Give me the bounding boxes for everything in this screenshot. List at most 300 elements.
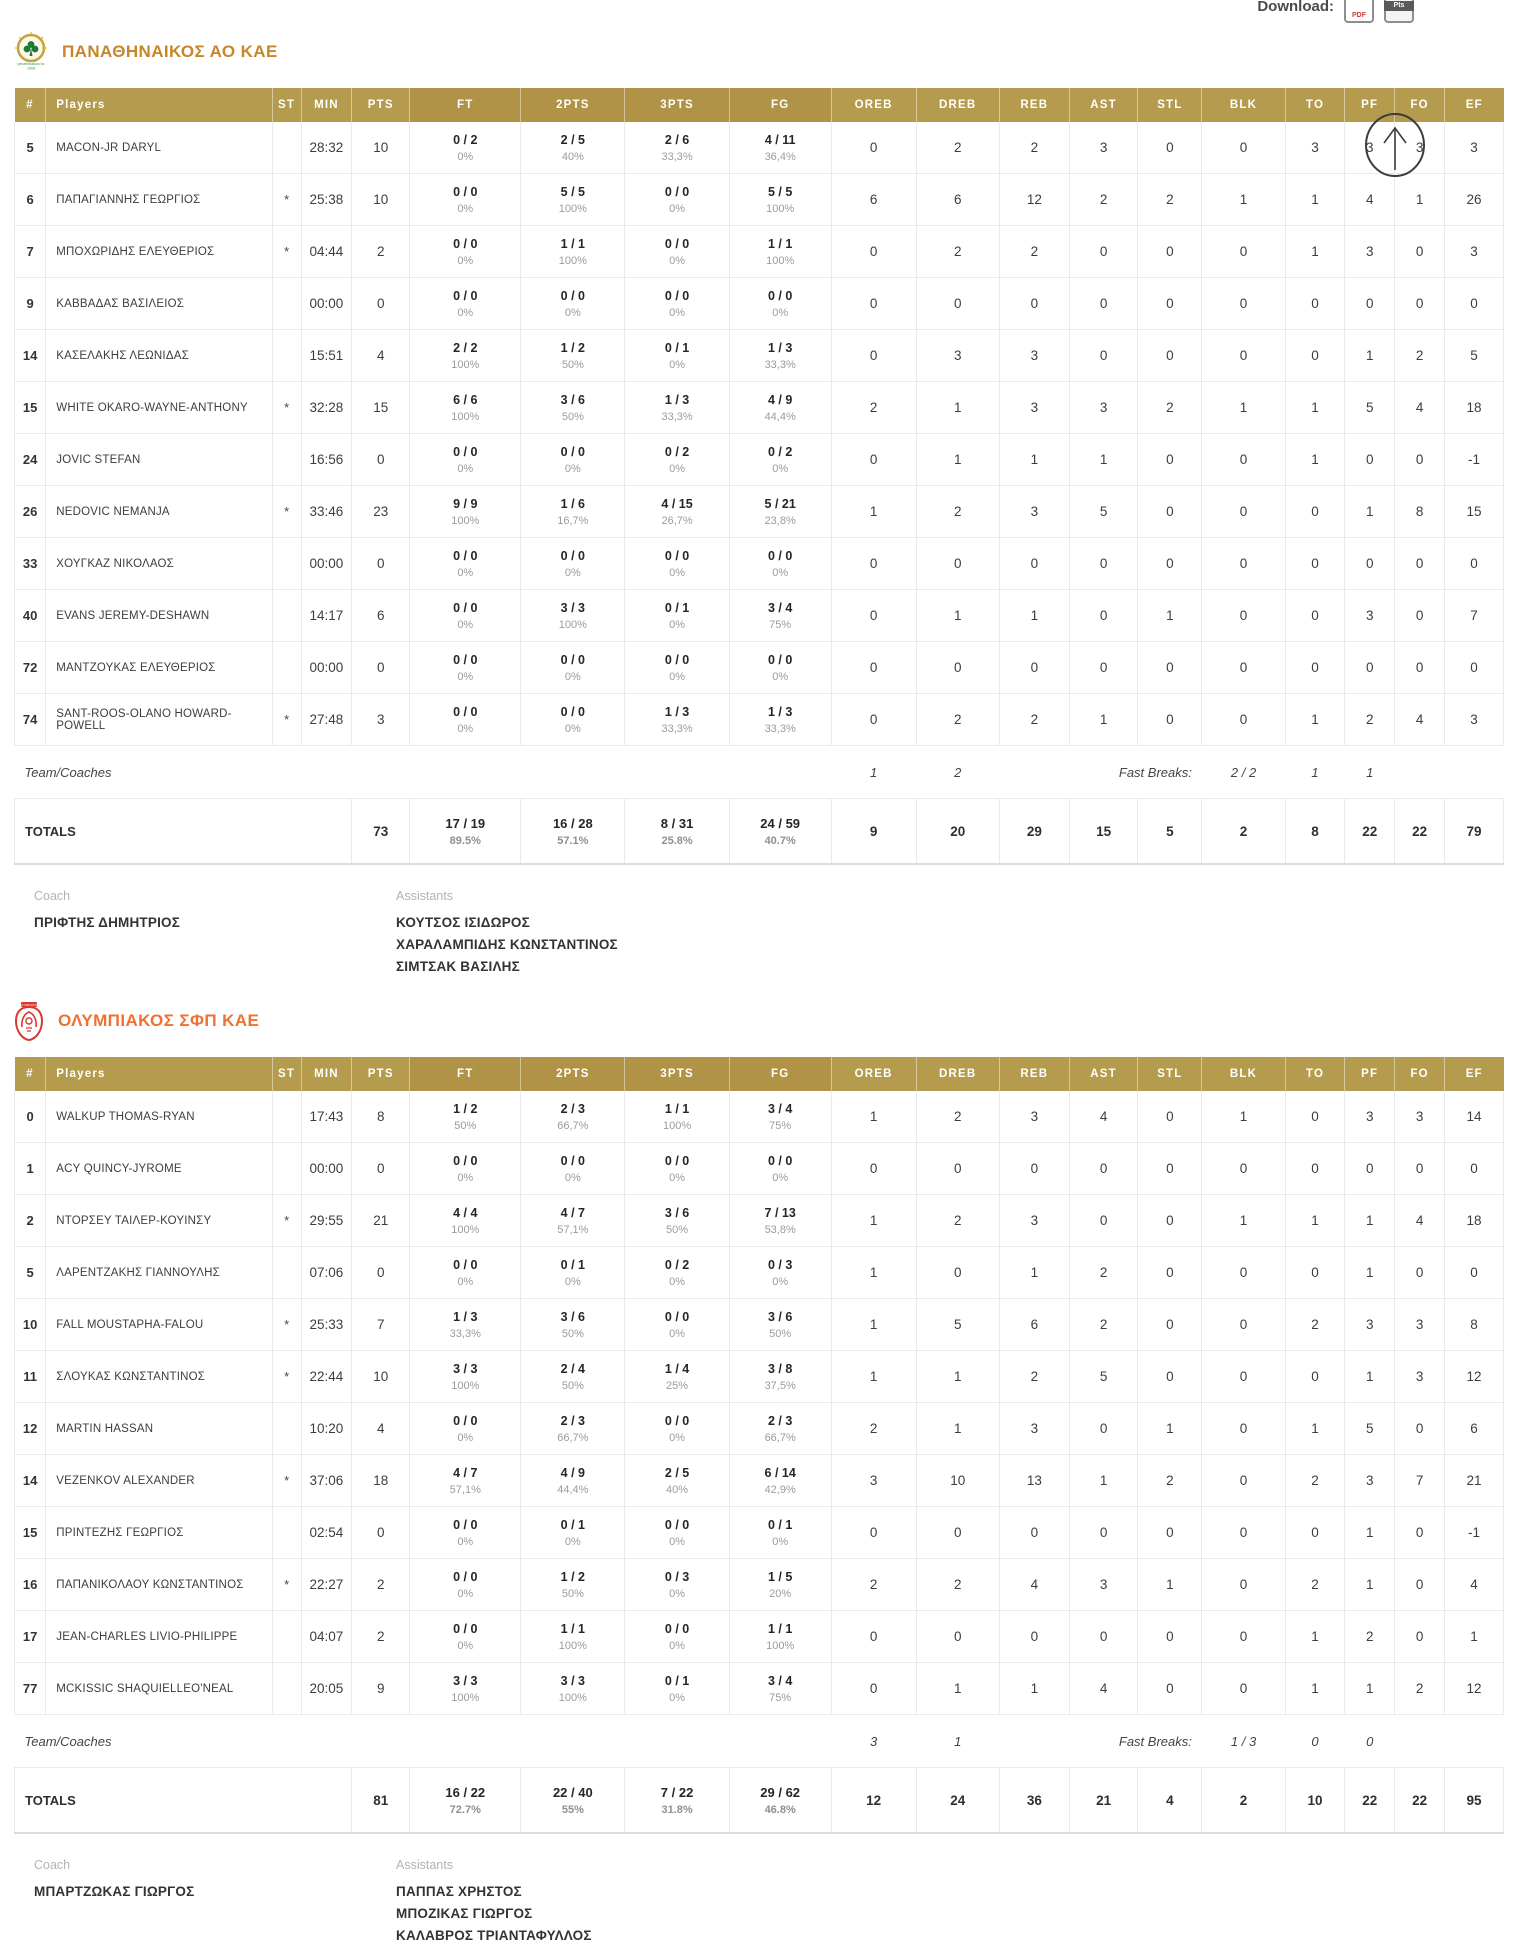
fo-cell: 0 (1395, 1247, 1445, 1299)
3pts-cell: 0 / 0 0% (625, 226, 729, 278)
player-name-cell: JOVIC STEFAN (46, 434, 272, 486)
svg-text:OLYMPIACOS: OLYMPIACOS (19, 1002, 39, 1007)
pf-cell: 1 (1345, 1195, 1395, 1247)
ef-cell: 14 (1445, 1091, 1504, 1143)
ft-cell: 0 / 2 0% (410, 122, 521, 174)
ast-cell: 0 (1069, 538, 1137, 590)
stl-cell: 0 (1138, 1351, 1202, 1403)
team-header-olympiacos (14, 981, 1504, 1041)
stl-cell: 2 (1138, 1455, 1202, 1507)
minutes-cell: 27:48 (301, 694, 352, 746)
pf-cell: 1 (1345, 1663, 1395, 1715)
minutes-cell: 00:00 (301, 538, 352, 590)
stl-cell: 0 (1138, 1195, 1202, 1247)
assistants-label: Assistants (396, 889, 453, 903)
starter-cell (272, 590, 301, 642)
totals-3pts-cell: 7 / 22 31.8% (625, 1768, 729, 1834)
points-cell: 0 (352, 278, 410, 330)
ft-cell: 0 / 0 0% (410, 1507, 521, 1559)
ft-cell: 0 / 0 0% (410, 278, 521, 330)
fg-cell: 3 / 4 75% (729, 1663, 831, 1715)
assistant-name: ΧΑΡΑΛΑΜΠΙΔΗΣ ΚΩΝΣΤΑΝΤΙΝΟΣ (396, 937, 618, 952)
oreb-cell: 3 (831, 1455, 916, 1507)
oreb-cell: 2 (831, 382, 916, 434)
fo-cell: 3 (1395, 1351, 1445, 1403)
to-cell: 1 (1285, 1403, 1345, 1455)
reb-cell: 0 (999, 1507, 1069, 1559)
player-name-cell: WALKUP THOMAS-RYAN (46, 1091, 272, 1143)
ef-cell: 0 (1445, 1247, 1504, 1299)
minutes-cell: 00:00 (301, 1143, 352, 1195)
coach-name: ΜΠΑΡΤΖΩΚΑΣ ΓΙΩΡΓΟΣ (34, 1884, 195, 1899)
table-row (15, 382, 1504, 434)
starter-cell (272, 330, 301, 382)
ft-cell: 0 / 0 0% (410, 434, 521, 486)
column-header-fg: FG (729, 88, 831, 122)
stl-cell: 0 (1138, 122, 1202, 174)
table-row (15, 1611, 1504, 1663)
totals-fg-cell: 29 / 62 46.8% (729, 1768, 831, 1834)
2pts-cell: 0 / 0 0% (521, 694, 625, 746)
to-cell: 0 (1285, 278, 1345, 330)
player-number-cell: 16 (15, 1559, 46, 1611)
pf-cell: 0 (1345, 434, 1395, 486)
reb-cell: 12 (999, 174, 1069, 226)
reb-cell: 0 (999, 538, 1069, 590)
coach-block-olympiacos (34, 1858, 1504, 1950)
oreb-cell: 0 (831, 1611, 916, 1663)
3pts-cell: 0 / 0 0% (625, 1507, 729, 1559)
oreb-cell: 1 (831, 1091, 916, 1143)
dreb-cell: 2 (916, 694, 999, 746)
to-cell: 1 (1285, 694, 1345, 746)
2pts-cell: 3 / 3 100% (521, 1663, 625, 1715)
ft-cell: 2 / 2 100% (410, 330, 521, 382)
pf-cell: 2 (1345, 1611, 1395, 1663)
table-row (15, 226, 1504, 278)
stl-cell: 0 (1138, 1091, 1202, 1143)
team-coaches-label: Team/Coaches (15, 746, 832, 799)
2pts-cell: 0 / 1 0% (521, 1247, 625, 1299)
points-cell: 6 (352, 590, 410, 642)
oreb-cell: 0 (831, 538, 916, 590)
totals-2pts-cell: 22 / 40 55% (521, 1768, 625, 1834)
ft-cell: 4 / 4 100% (410, 1195, 521, 1247)
minutes-cell: 28:32 (301, 122, 352, 174)
reb-cell: 0 (999, 1611, 1069, 1663)
ft-cell: 0 / 0 0% (410, 226, 521, 278)
blk-cell: 1 (1202, 174, 1285, 226)
3pts-cell: 0 / 1 0% (625, 330, 729, 382)
blk-cell: 1 (1202, 382, 1285, 434)
column-header-dreb: DREB (916, 88, 999, 122)
fo-cell: 3 (1395, 122, 1445, 174)
player-name-cell: NEDOVIC NEMANJA (46, 486, 272, 538)
blk-cell: 0 (1202, 1611, 1285, 1663)
svg-text:panathinaikos bc: panathinaikos bc (17, 62, 45, 66)
ef-cell: 12 (1445, 1663, 1504, 1715)
3pts-cell: 2 / 5 40% (625, 1455, 729, 1507)
blk-cell: 0 (1202, 642, 1285, 694)
column-header-2pts: 2PTS (521, 88, 625, 122)
stl-cell: 0 (1138, 1507, 1202, 1559)
ft-cell: 3 / 3 100% (410, 1663, 521, 1715)
to-cell: 0 (1285, 486, 1345, 538)
ef-cell: 0 (1445, 278, 1504, 330)
column-header-pts: PTS (352, 88, 410, 122)
fg-cell: 6 / 14 42,9% (729, 1455, 831, 1507)
minutes-cell: 15:51 (301, 330, 352, 382)
3pts-cell: 0 / 0 0% (625, 1611, 729, 1663)
player-number-cell: 7 (15, 226, 46, 278)
player-number-cell: 14 (15, 330, 46, 382)
fast-breaks-label: Fast Breaks: (1069, 1715, 1202, 1768)
column-header-pts: PTS (352, 1057, 410, 1091)
to-cell: 1 (1285, 434, 1345, 486)
fg-cell: 0 / 2 0% (729, 434, 831, 486)
pf-cell: 2 (1345, 694, 1395, 746)
2pts-cell: 3 / 6 50% (521, 382, 625, 434)
ef-cell: 8 (1445, 1299, 1504, 1351)
ft-cell: 6 / 6 100% (410, 382, 521, 434)
fo-cell: 0 (1395, 642, 1445, 694)
minutes-cell: 00:00 (301, 642, 352, 694)
fg-cell: 0 / 0 0% (729, 642, 831, 694)
assistant-name: ΚΑΛΑΒΡΟΣ ΤΡΙΑΝΤΑΦΥΛΛΟΣ (396, 1928, 592, 1943)
reb-cell: 3 (999, 382, 1069, 434)
to-cell: 0 (1285, 1247, 1345, 1299)
2pts-cell: 0 / 0 0% (521, 538, 625, 590)
starter-cell: * (272, 382, 301, 434)
pf-cell: 1 (1345, 1559, 1395, 1611)
team-coaches-row (15, 746, 1504, 799)
blk-cell: 0 (1202, 590, 1285, 642)
2pts-cell: 0 / 0 0% (521, 434, 625, 486)
player-name-cell: ΠΡΙΝΤΕΖΗΣ ΓΕΩΡΓΙΟΣ (46, 1507, 272, 1559)
stl-cell: 0 (1138, 1247, 1202, 1299)
team-to-cell: 0 (1285, 1715, 1345, 1768)
minutes-cell: 32:28 (301, 382, 352, 434)
2pts-cell: 1 / 2 50% (521, 1559, 625, 1611)
panathinaikos-logo-icon (14, 32, 48, 72)
pf-cell: 1 (1345, 1351, 1395, 1403)
points-cell: 10 (352, 1351, 410, 1403)
starter-cell (272, 1507, 301, 1559)
blk-cell: 0 (1202, 1247, 1285, 1299)
3pts-cell: 0 / 0 0% (625, 642, 729, 694)
ef-cell: 6 (1445, 1403, 1504, 1455)
assistant-name: ΜΠΟΖΙΚΑΣ ΓΙΩΡΓΟΣ (396, 1906, 533, 1921)
player-number-cell: 26 (15, 486, 46, 538)
column-header-ast: AST (1069, 88, 1137, 122)
totals-ft-cell: 16 / 22 72.7% (410, 1768, 521, 1834)
dreb-cell: 1 (916, 1403, 999, 1455)
fo-cell: 0 (1395, 590, 1445, 642)
fo-cell: 3 (1395, 1299, 1445, 1351)
2pts-cell: 2 / 3 66,7% (521, 1403, 625, 1455)
points-cell: 3 (352, 694, 410, 746)
oreb-cell: 2 (831, 1403, 916, 1455)
ast-cell: 1 (1069, 1455, 1137, 1507)
dreb-cell: 0 (916, 1507, 999, 1559)
column-header-to: TO (1285, 88, 1345, 122)
ft-cell: 4 / 7 57,1% (410, 1455, 521, 1507)
reb-cell: 4 (999, 1559, 1069, 1611)
pf-cell: 3 (1345, 590, 1395, 642)
ef-cell: 0 (1445, 538, 1504, 590)
fo-cell: 7 (1395, 1455, 1445, 1507)
fo-cell: 0 (1395, 1611, 1445, 1663)
column-header-3pts: 3PTS (625, 88, 729, 122)
reb-cell: 2 (999, 1351, 1069, 1403)
ef-cell: 26 (1445, 174, 1504, 226)
table-row (15, 1195, 1504, 1247)
fo-cell: 0 (1395, 1143, 1445, 1195)
fg-cell: 0 / 0 0% (729, 1143, 831, 1195)
pdf-file-icon[interactable]: PDF (1344, 0, 1374, 23)
player-name-cell: MARTIN HASSAN (46, 1403, 272, 1455)
reb-cell: 13 (999, 1455, 1069, 1507)
stl-cell: 0 (1138, 330, 1202, 382)
ef-cell: 18 (1445, 1195, 1504, 1247)
player-number-cell: 15 (15, 1507, 46, 1559)
fg-cell: 0 / 0 0% (729, 538, 831, 590)
to-cell: 0 (1285, 1143, 1345, 1195)
minutes-cell: 17:43 (301, 1091, 352, 1143)
points-cell: 0 (352, 1507, 410, 1559)
fg-cell: 2 / 3 66,7% (729, 1403, 831, 1455)
3pts-cell: 1 / 3 33,3% (625, 694, 729, 746)
assistant-name: ΚΟΥΤΣΟΣ ΙΣΙΔΩΡΟΣ (396, 915, 530, 930)
minutes-cell: 25:33 (301, 1299, 352, 1351)
stl-cell: 0 (1138, 226, 1202, 278)
to-cell: 0 (1285, 1091, 1345, 1143)
team-name: ΟΛΥΜΠΙΑΚΟΣ ΣΦΠ ΚΑΕ (58, 1011, 260, 1030)
to-cell: 0 (1285, 590, 1345, 642)
pf-cell: 3 (1345, 1455, 1395, 1507)
fo-cell: 4 (1395, 382, 1445, 434)
player-number-cell: 11 (15, 1351, 46, 1403)
minutes-cell: 22:27 (301, 1559, 352, 1611)
pf-cell: 5 (1345, 382, 1395, 434)
column-header-blk: BLK (1202, 88, 1285, 122)
dreb-cell: 5 (916, 1299, 999, 1351)
ast-cell: 0 (1069, 1507, 1137, 1559)
starter-cell (272, 642, 301, 694)
table-row (15, 642, 1504, 694)
to-cell: 1 (1285, 1611, 1345, 1663)
team-dreb-cell: 2 (916, 746, 999, 799)
ast-cell: 0 (1069, 226, 1137, 278)
points-cell: 23 (352, 486, 410, 538)
2pts-cell: 5 / 5 100% (521, 174, 625, 226)
dreb-cell: 0 (916, 278, 999, 330)
2pts-cell: 0 / 1 0% (521, 1507, 625, 1559)
to-cell: 1 (1285, 174, 1345, 226)
fg-cell: 4 / 11 36,4% (729, 122, 831, 174)
coach-name: ΠΡΙΦΤΗΣ ΔΗΜΗΤΡΙΟΣ (34, 915, 181, 930)
3pts-cell: 3 / 6 50% (625, 1195, 729, 1247)
player-name-cell: JEAN-CHARLES LIVIO-PHILIPPE (46, 1611, 272, 1663)
starter-cell: * (272, 1299, 301, 1351)
pf-cell: 1 (1345, 1507, 1395, 1559)
player-number-cell: 40 (15, 590, 46, 642)
fg-cell: 7 / 13 53,8% (729, 1195, 831, 1247)
oreb-cell: 1 (831, 486, 916, 538)
ast-cell: 4 (1069, 1663, 1137, 1715)
points-cell: 2 (352, 1611, 410, 1663)
olympiacos-stats-table (14, 1057, 1504, 1834)
3pts-cell: 0 / 3 0% (625, 1559, 729, 1611)
ast-cell: 0 (1069, 590, 1137, 642)
pts-file-icon[interactable]: Pts (1384, 0, 1414, 23)
pf-cell: 1 (1345, 1247, 1395, 1299)
dreb-cell: 6 (916, 174, 999, 226)
fo-cell: 0 (1395, 434, 1445, 486)
column-header-num: # (15, 88, 46, 122)
column-header-stl: STL (1138, 1057, 1202, 1091)
blk-cell: 0 (1202, 1455, 1285, 1507)
starter-cell (272, 1403, 301, 1455)
column-header-to: TO (1285, 1057, 1345, 1091)
ast-cell: 0 (1069, 278, 1137, 330)
table-row (15, 1299, 1504, 1351)
column-header-2pts: 2PTS (521, 1057, 625, 1091)
points-cell: 15 (352, 382, 410, 434)
reb-cell: 2 (999, 122, 1069, 174)
ft-cell: 0 / 0 0% (410, 1403, 521, 1455)
stl-cell: 0 (1138, 1143, 1202, 1195)
oreb-cell: 1 (831, 1351, 916, 1403)
fg-cell: 3 / 6 50% (729, 1299, 831, 1351)
player-name-cell: ΠΑΠΑΓΙΑΝΝΗΣ ΓΕΩΡΓΙΟΣ (46, 174, 272, 226)
player-number-cell: 6 (15, 174, 46, 226)
ft-cell: 0 / 0 0% (410, 538, 521, 590)
reb-cell: 3 (999, 1403, 1069, 1455)
points-cell: 2 (352, 1559, 410, 1611)
totals-row: TOTALS 81 16 / 22 72.7% 22 / 40 55% 7 / 22 31.8% 29 / 62 46.8% 12 24 36 21 4 2 10 22 22 95 (15, 1768, 1504, 1834)
fo-cell: 0 (1395, 1403, 1445, 1455)
reb-cell: 0 (999, 1143, 1069, 1195)
table-row (15, 1663, 1504, 1715)
player-name-cell: ΜΑΝΤΖΟΥΚΑΣ ΕΛΕΥΘΕΡΙΟΣ (46, 642, 272, 694)
column-header-ast: AST (1069, 1057, 1137, 1091)
fo-cell: 0 (1395, 226, 1445, 278)
dreb-cell: 10 (916, 1455, 999, 1507)
dreb-cell: 0 (916, 642, 999, 694)
blk-cell: 0 (1202, 1559, 1285, 1611)
3pts-cell: 0 / 1 0% (625, 590, 729, 642)
column-header-min: MIN (301, 1057, 352, 1091)
stl-cell: 0 (1138, 694, 1202, 746)
column-header-ft: FT (410, 88, 521, 122)
ast-cell: 2 (1069, 174, 1137, 226)
ef-cell: 3 (1445, 226, 1504, 278)
player-number-cell: 12 (15, 1403, 46, 1455)
player-name-cell: MCKISSIC SHAQUIELLEO'NEAL (46, 1663, 272, 1715)
reb-cell: 0 (999, 642, 1069, 694)
dreb-cell: 2 (916, 1559, 999, 1611)
points-cell: 0 (352, 538, 410, 590)
download-label: Download: (1257, 0, 1334, 15)
starter-cell (272, 1611, 301, 1663)
ast-cell: 0 (1069, 1143, 1137, 1195)
blk-cell: 0 (1202, 122, 1285, 174)
column-header-pf: PF (1345, 1057, 1395, 1091)
2pts-cell: 4 / 9 44,4% (521, 1455, 625, 1507)
3pts-cell: 0 / 0 0% (625, 278, 729, 330)
totals-3pts-cell: 8 / 31 25.8% (625, 799, 729, 865)
3pts-cell: 0 / 0 0% (625, 1143, 729, 1195)
player-name-cell: ΣΛΟΥΚΑΣ ΚΩΝΣΤΑΝΤΙΝΟΣ (46, 1351, 272, 1403)
fo-cell: 4 (1395, 1195, 1445, 1247)
blk-cell: 0 (1202, 1507, 1285, 1559)
to-cell: 0 (1285, 642, 1345, 694)
oreb-cell: 0 (831, 642, 916, 694)
oreb-cell: 0 (831, 1663, 916, 1715)
3pts-cell: 0 / 2 0% (625, 434, 729, 486)
dreb-cell: 0 (916, 1611, 999, 1663)
reb-cell: 3 (999, 1091, 1069, 1143)
blk-cell: 1 (1202, 1091, 1285, 1143)
totals-ft-cell: 17 / 19 89.5% (410, 799, 521, 865)
pf-cell: 0 (1345, 278, 1395, 330)
pf-cell: 4 (1345, 174, 1395, 226)
2pts-cell: 1 / 1 100% (521, 226, 625, 278)
pf-cell: 3 (1345, 226, 1395, 278)
table-header-row (15, 88, 1504, 122)
2pts-cell: 1 / 2 50% (521, 330, 625, 382)
blk-cell: 0 (1202, 1143, 1285, 1195)
dreb-cell: 2 (916, 226, 999, 278)
minutes-cell: 22:44 (301, 1351, 352, 1403)
stl-cell: 1 (1138, 590, 1202, 642)
team-oreb-cell: 1 (831, 746, 916, 799)
ft-cell: 0 / 0 0% (410, 694, 521, 746)
ef-cell: -1 (1445, 434, 1504, 486)
blk-cell: 0 (1202, 226, 1285, 278)
team-name: ΠΑΝΑΘΗΝΑΙΚΟΣ ΑΟ ΚΑΕ (62, 42, 278, 61)
stl-cell: 0 (1138, 486, 1202, 538)
column-header-oreb: OREB (831, 88, 916, 122)
table-row (15, 1403, 1504, 1455)
player-name-cell: ΛΑΡΕΝΤΖΑΚΗΣ ΓΙΑΝΝΟΥΛΗΣ (46, 1247, 272, 1299)
player-name-cell: EVANS JEREMY-DESHAWN (46, 590, 272, 642)
3pts-cell: 1 / 3 33,3% (625, 382, 729, 434)
oreb-cell: 0 (831, 1143, 916, 1195)
column-header-reb: REB (999, 88, 1069, 122)
player-number-cell: 1 (15, 1143, 46, 1195)
blk-cell: 0 (1202, 1403, 1285, 1455)
table-row (15, 1247, 1504, 1299)
column-header-blk: BLK (1202, 1057, 1285, 1091)
starter-cell (272, 1663, 301, 1715)
fg-cell: 0 / 0 0% (729, 278, 831, 330)
starter-cell: * (272, 1351, 301, 1403)
ef-cell: 15 (1445, 486, 1504, 538)
starter-cell (272, 278, 301, 330)
to-cell: 2 (1285, 1455, 1345, 1507)
3pts-cell: 0 / 1 0% (625, 1663, 729, 1715)
column-header-reb: REB (999, 1057, 1069, 1091)
dreb-cell: 1 (916, 590, 999, 642)
oreb-cell: 0 (831, 122, 916, 174)
oreb-cell: 0 (831, 226, 916, 278)
assistant-name: ΠΑΠΠΑΣ ΧΡΗΣΤΟΣ (396, 1884, 522, 1899)
panathinaikos-stats-table (14, 88, 1504, 865)
reb-cell: 0 (999, 278, 1069, 330)
blk-cell: 0 (1202, 434, 1285, 486)
